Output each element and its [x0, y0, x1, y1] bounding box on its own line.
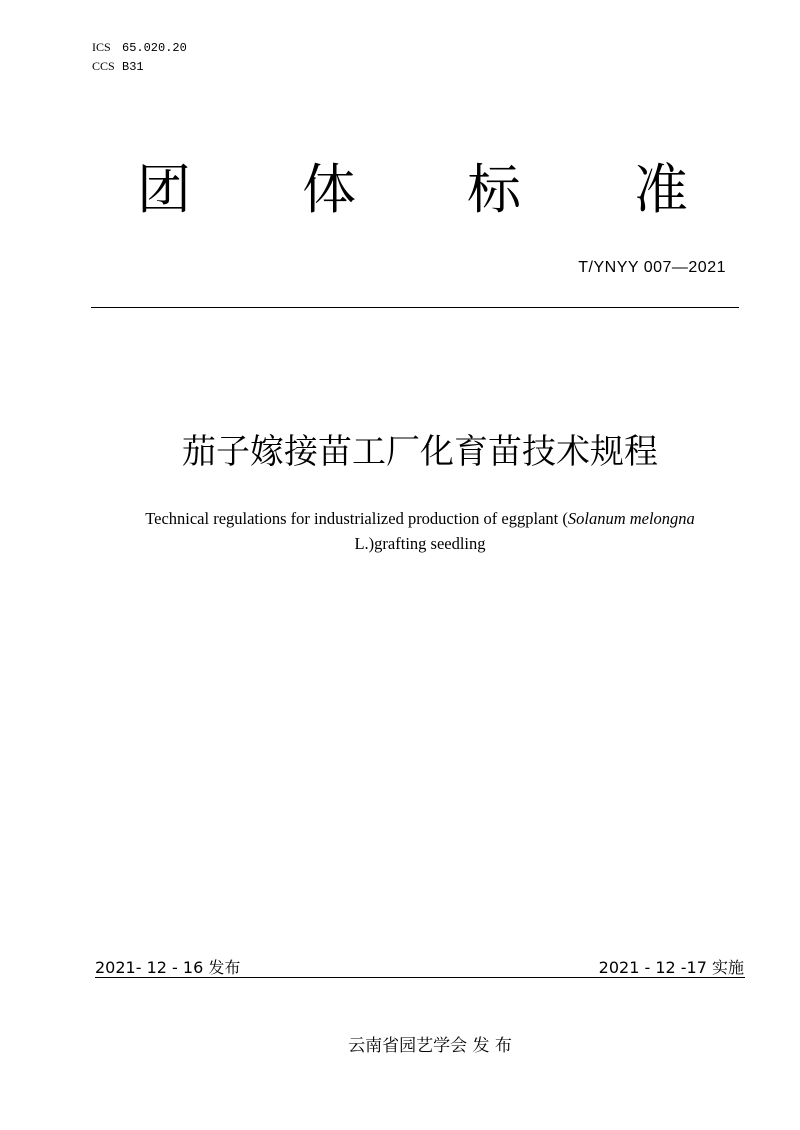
ccs-value: B31	[122, 60, 144, 74]
standard-type-char-3: 标	[467, 158, 521, 221]
publisher: 云南省园艺学会 发 布	[348, 1036, 512, 1056]
implementation-date: 2021 - 12 -17 实施	[598, 958, 744, 977]
standard-type-char-2: 体	[302, 158, 356, 221]
title-english-part2: L.)grafting seedling	[354, 534, 486, 553]
standard-type-char-1: 团	[137, 158, 191, 221]
ics-value: 65.020.20	[122, 41, 187, 55]
title-chinese: 茄子嫁接苗工厂化育苗技术规程	[182, 432, 658, 472]
title-english-part1: Technical regulations for industrialized production of eggplant (	[145, 509, 568, 528]
standard-type-char-4: 准	[634, 158, 688, 221]
header-divider	[91, 307, 739, 308]
ics-line	[92, 38, 187, 57]
footer-divider	[95, 977, 745, 978]
ccs-line	[92, 57, 187, 76]
ccs-label: CCS	[92, 59, 115, 73]
standard-type-heading	[0, 160, 800, 230]
title-english-species: Solanum melongna	[567, 509, 695, 528]
title-english	[90, 506, 750, 556]
ics-label: ICS	[92, 40, 111, 54]
issue-date: 2021- 12 - 16 发布	[95, 958, 241, 977]
standard-number: T/YNYY 007—2021	[578, 259, 726, 276]
classification-codes	[92, 38, 187, 76]
